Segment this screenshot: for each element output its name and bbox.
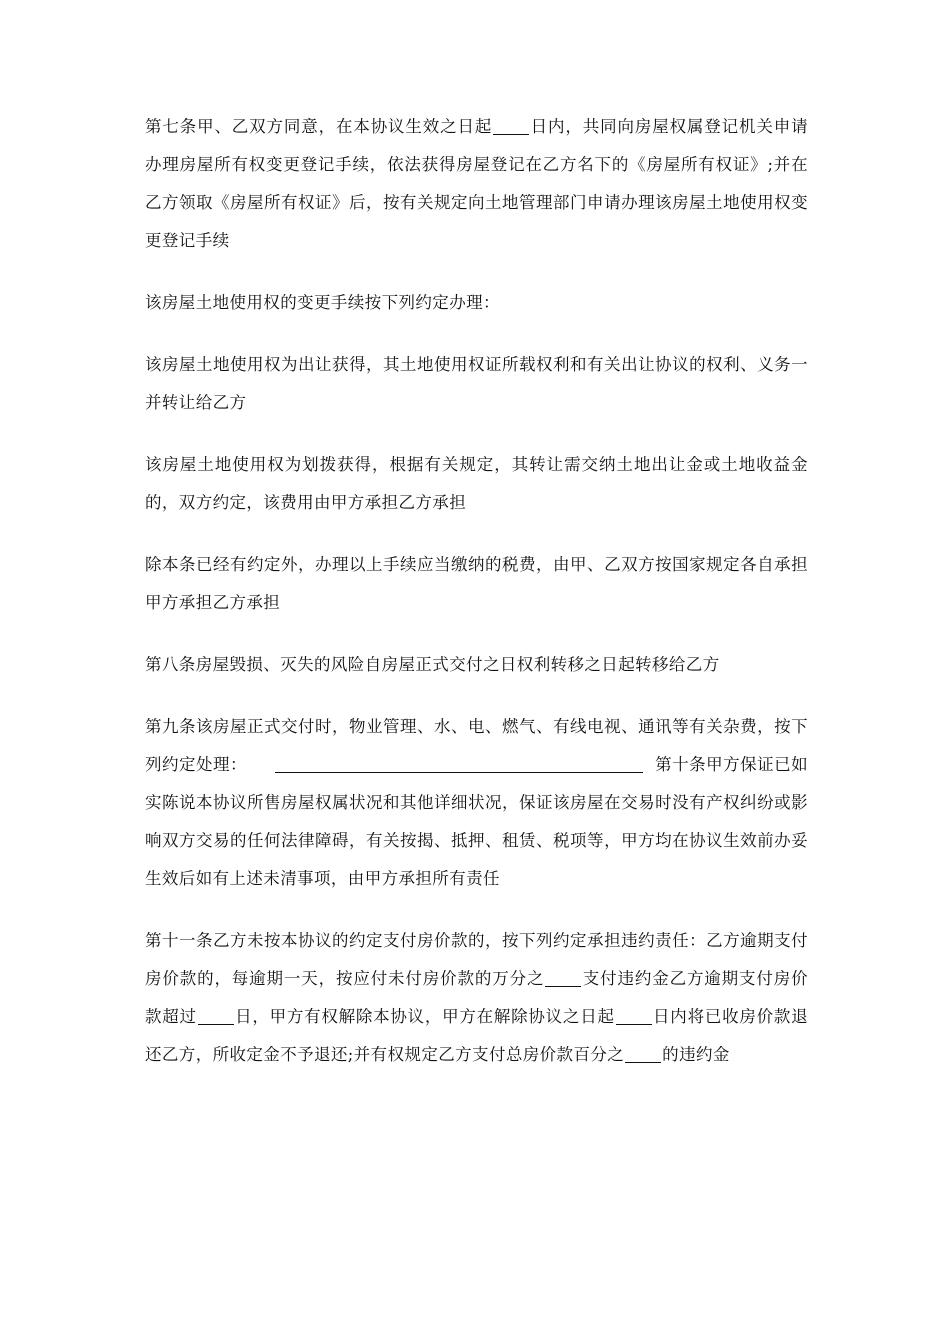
article-11-text-a: 第十一条乙方未按本协议的约定支付房价款的，按下列约定承担违约责任：乙方逾期支付房价款的，每逾期一天，按应付未付房价款的万分之: [145, 931, 808, 988]
article-11-text-d: 日内将已收房价款退还乙方，所收定金不予退还;并有权规定乙方支付总房价款百分之: [145, 1007, 808, 1064]
article-9-paragraph: [145, 708, 808, 898]
land-use-allocated-paragraph: 该房屋土地使用权为划拨获得，根据有关规定，其转让需交纳土地出让金或土地收益金的，双方约定，该费用由甲方承担乙方承担: [145, 455, 808, 512]
article-11-paragraph: [145, 922, 808, 1074]
blank-days: [493, 116, 529, 135]
taxes-paragraph: 除本条已经有约定外，办理以上手续应当缴纳的税费，由甲、乙双方按国家规定各自承担甲方承担乙方承担: [145, 555, 808, 612]
blank-refund-days: [616, 1006, 652, 1025]
article-11-text-e: 的违约金: [662, 1045, 730, 1064]
blank-percentage: [625, 1044, 661, 1063]
article-8-paragraph: 第八条房屋毁损、灭失的风险自房屋正式交付之日权利转移之日起转移给乙方: [145, 655, 720, 674]
land-use-intro-paragraph: 该房屋土地使用权的变更手续按下列约定办理：: [145, 293, 500, 312]
article-11-text-b: 支付违约金乙方逾期支付房价款超过: [145, 969, 809, 1026]
article-10-text: 第十条甲方保证已如实陈说本协议所售房屋权属状况和其他详细状况，保证该房屋在交易时没有产权纠纷或影响双方交易的任何法律障碍，有关按揭、抵押、租赁、税项等，甲方均在协议生效前办妥生效后如有上述未清事项，由甲方承担所有责任: [145, 755, 808, 888]
article-9-text: 第九条该房屋正式交付时，物业管理、水、电、燃气、有线电视、通讯等有关杂费，按下列约定处理：: [145, 717, 808, 774]
blank-per-ten-thousand: [545, 968, 581, 987]
article-11-text-c: 日，甲方有权解除本协议，甲方在解除协议之日起: [234, 1007, 615, 1026]
article-7-text-a: 第七条甲、乙双方同意，在本协议生效之日起: [145, 117, 493, 136]
article-7-paragraph: [145, 108, 808, 260]
article-7-text-b: 日内，共同向房屋权属登记机关申请办理房屋所有权变更登记手续，依法获得房屋登记在乙方名下的《房屋所有权证》;并在乙方领取《房屋所有权证》后，按有关规定向土地管理部门申请办理该房屋土地使用权变更登记手续: [145, 117, 808, 250]
blank-fee-handling: [275, 754, 643, 773]
land-use-transfer-paragraph: 该房屋土地使用权为出让获得，其土地使用权证所载权利和有关出让协议的权利、义务一并转让给乙方: [145, 355, 808, 412]
blank-overdue-days: [198, 1006, 234, 1025]
